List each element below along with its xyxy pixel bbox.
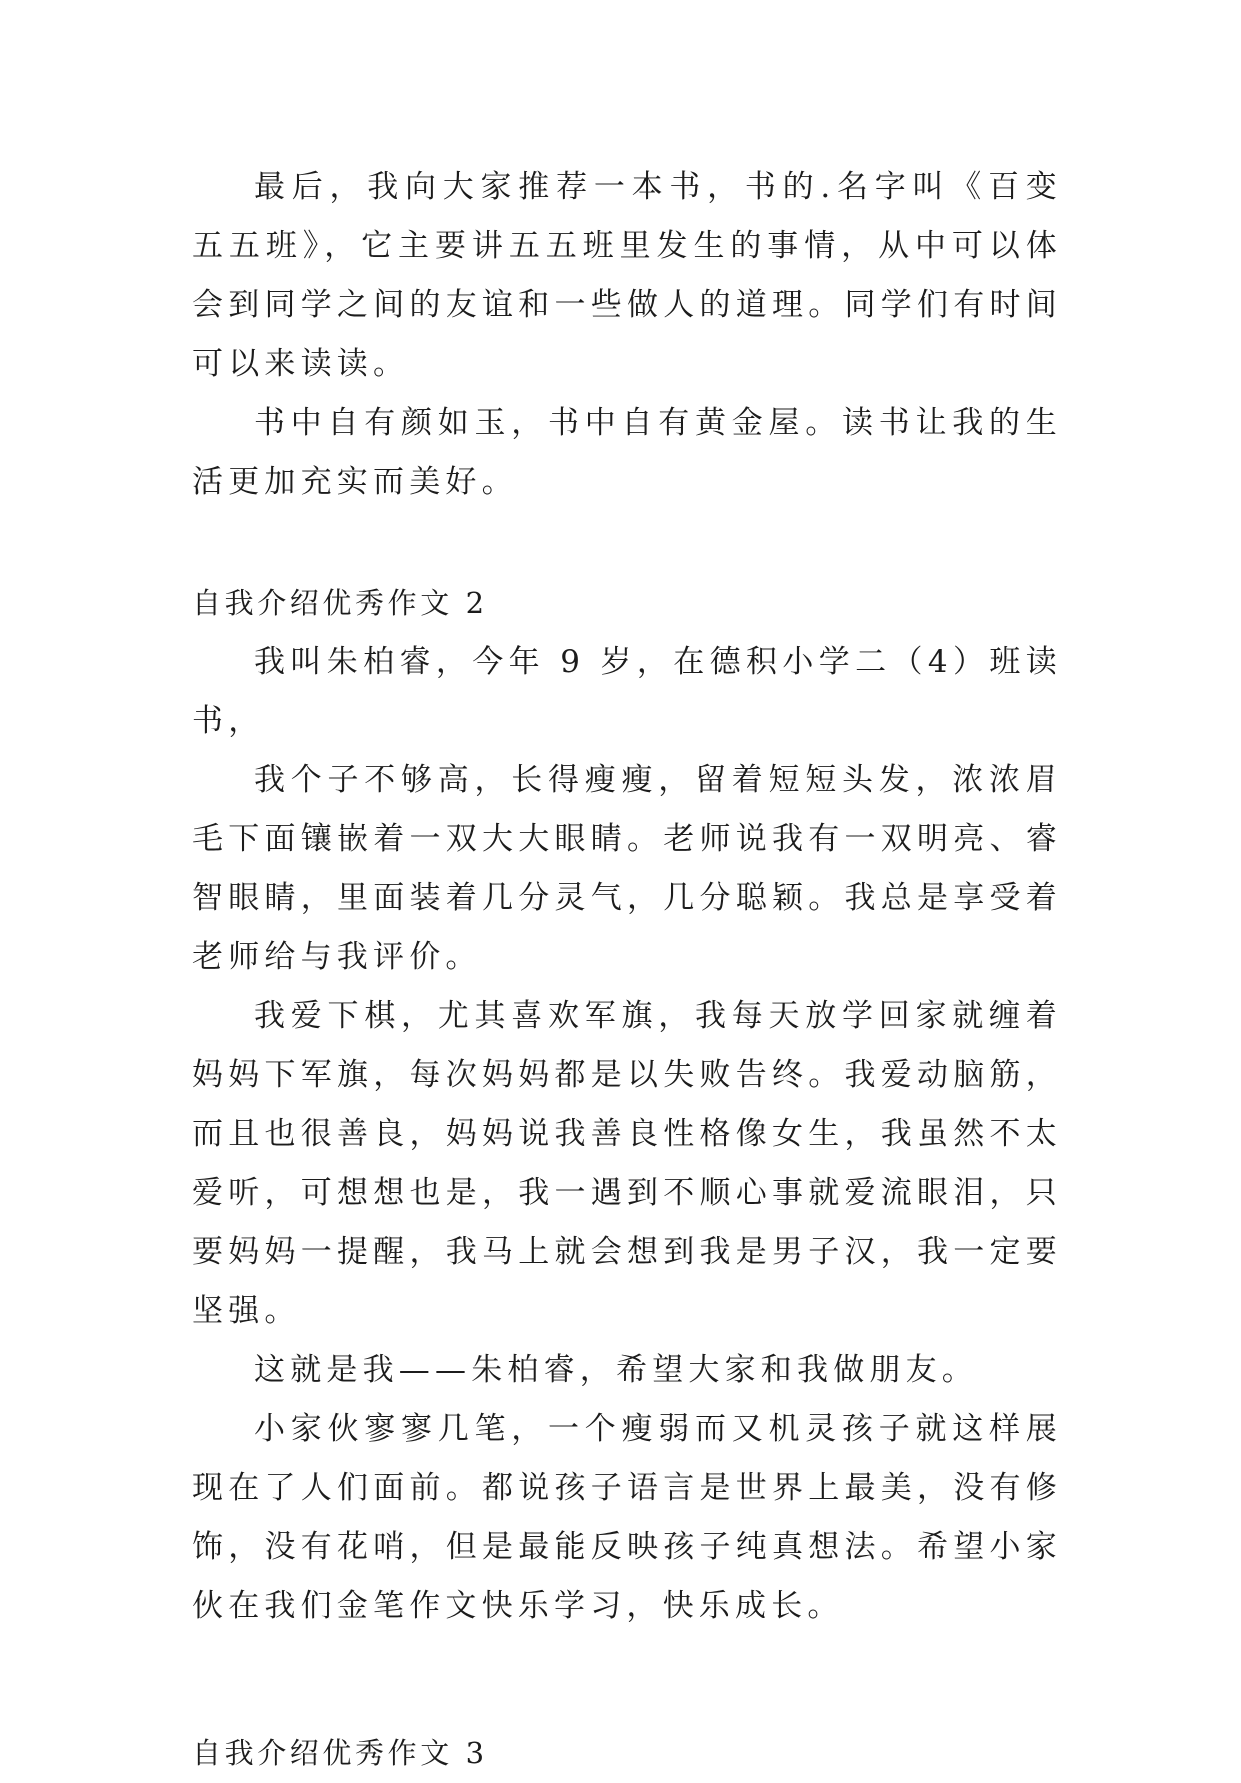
paragraph: 我爱下棋，尤其喜欢军旗，我每天放学回家就缠着妈妈下军旗，每次妈妈都是以失败告终。我爱动脑筋，而且也很善良，妈妈说我善良性格像女生，我虽然不太爱听，可想想也是，我一遇到不顺心事就爱流眼泪，只要妈妈一提醒，我马上就会想到我是男子汉，我一定要坚强。	[192, 998, 1062, 1329]
section-heading-2: 自我介绍优秀作文 2	[192, 586, 488, 620]
paragraph: 最后，我向大家推荐一本书，书的.名字叫《百变五五班》，它主要讲五五班里发生的事情，从中可以体会到同学之间的友谊和一些做人的道理。同学们有时间可以来读读。	[192, 169, 1062, 382]
section-spacer	[192, 1636, 1062, 1724]
paragraph: 我叫朱柏睿，今年 9 岁，在德积小学二（4）班读书，	[192, 644, 1062, 739]
document-body	[192, 158, 1062, 1783]
section-heading-3: 自我介绍优秀作文 3	[192, 1736, 488, 1770]
paragraph: 这就是我——朱柏睿，希望大家和我做朋友。	[254, 1352, 978, 1388]
paragraph: 书中自有颜如玉，书中自有黄金屋。读书让我的生活更加充实而美好。	[192, 405, 1062, 500]
paragraph: 我个子不够高，长得瘦瘦，留着短短头发，浓浓眉毛下面镶嵌着一双大大眼睛。老师说我有一双明亮、睿智眼睛，里面装着几分灵气，几分聪颖。我总是享受着老师给与我评价。	[192, 762, 1062, 975]
section-spacer	[192, 512, 1062, 574]
paragraph: 小家伙寥寥几笔，一个瘦弱而又机灵孩子就这样展现在了人们面前。都说孩子语言是世界上最美，没有修饰，没有花哨，但是最能反映孩子纯真想法。希望小家伙在我们金笔作文快乐学习，快乐成长。	[192, 1411, 1062, 1624]
